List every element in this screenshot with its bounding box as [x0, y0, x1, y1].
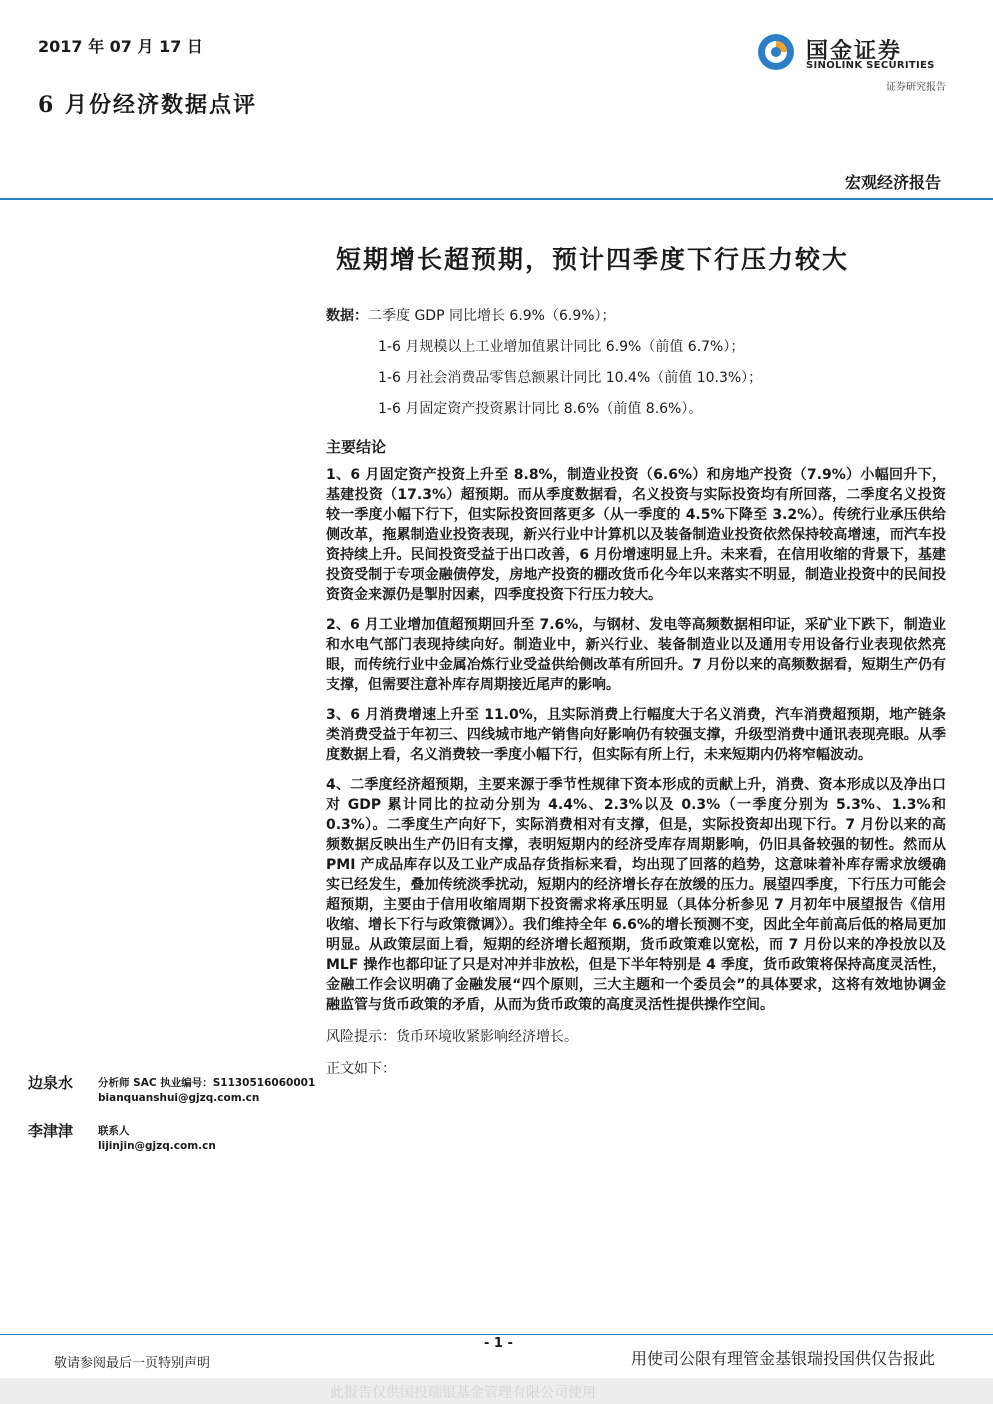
watermark-text: 此报告仅供国投瑞银基金管理有限公司使用	[330, 1385, 596, 1401]
main-content	[326, 306, 946, 1079]
risk-note: 风险提示：货币环境收紧影响经济增长。	[326, 1029, 578, 1045]
logo-name-cn: 国金证券	[806, 39, 903, 64]
conclusion-paragraph-4: 4、二季度经济超预期，主要来源于季节性规律下资本形成的贡献上升，消费、资本形成以及净出口对 GDP 累计同比的拉动分别为 4.4%、2.3%以及 0.3%（一季度分别为 5.3%、1.3%和 0.3%）。二季度生产向好下，实际消费相对有支撑，但是，实际投资却出现下行。7 月份以来的高频数据反映出生产仍旧有支撑，表明短期内的经济受库存周期影响，仍旧具备较强的韧性。然而从 PMI 产成品库存以及工业产成品存货指标来看，均出现了回落的趋势，这意味着补库存需求放缓确实已经发生，叠加传统淡季扰动，短期内的经济增长存在放缓的压力。展望四季度，下行压力可能会超预期，主要由于信用收缩周期下投资需求将承压明显（具体分析参见 7 月初年中展望报告《信用收缩、增长下行与政策微调》）。我们维持全年 6.6%的增长预测不变，因此全年前高后低的格局更加明显。从政策层面上看，短期的经济增长超预期，货币政策难以宽松，而 7 月份以来的净投放以及 MLF 操作也都印证了只是对冲并非放松，但是下半年特别是 4 季度，货币政策将保持高度灵活性，金融工作会议明确了金融发展“四个原则，三大主题和一个委员会”的具体要求，这将有效地协调金融监管与货币政策的矛盾，从而为货币政策的高度灵活性提供操作空间。	[326, 777, 946, 1013]
logo-name-en: SINOLINK SECURITIES	[806, 60, 935, 71]
report-title: 6 月份经济数据点评	[38, 92, 257, 118]
analyst-role: 联系人	[98, 1125, 130, 1137]
footer-divider	[0, 1334, 993, 1335]
analyst-name: 边泉水	[28, 1074, 74, 1092]
analyst-name: 李津津	[28, 1122, 74, 1140]
conclusion-paragraph-1: 1、6 月固定资产投资上升至 8.8%，制造业投资（6.6%）和房地产投资（7.9%）小幅回升下，基建投资（17.3%）超预期。而从季度数据看，名义投资与实际投资均有所回落，二季度名义投资较一季度小幅下行下，但实际投资回落更多（从一季度的 4.5%下降至 3.2%）。传统行业承压供给侧改革，拖累制造业投资表现，新兴行业中计算机以及装备制造业投资依然保持较高增速，而汽车投资持续上升。民间投资受益于出口改善，6 月份增速明显上升。未来看，在信用收缩的背景下，基建投资受制于专项金融债停发，房地产投资的棚改货币化今年以来落实不明显，制造业投资中的民间投资资金来源仍是掣肘因素，四季度投资下行压力较大。	[326, 467, 946, 603]
analyst-email[interactable]: bianquanshui@gjzq.com.cn	[98, 1092, 260, 1104]
data-line-industry: 1-6 月规模以上工业增加值累计同比 6.9%（前值 6.7%）；	[378, 339, 745, 355]
headline: 短期增长超预期，预计四季度下行压力较大	[336, 245, 850, 274]
footer-disclaimer: 敬请参阅最后一页特别声明	[54, 1356, 211, 1371]
data-label: 数据：	[326, 308, 368, 324]
analyst-info	[98, 1124, 216, 1154]
report-date: 2017 年 07 月 17 日	[38, 37, 203, 56]
analyst-cert: 分析师 SAC 执业编号：S1130516060001	[98, 1077, 316, 1089]
report-category: 宏观经济报告	[844, 173, 941, 192]
conclusion-paragraph-2: 2、6 月工业增加值超预期回升至 7.6%，与钢材、发电等高频数据相印证，采矿业下跌下，制造业和水电气部门表现持续向好。制造业中，新兴行业、装备制造业以及通用专用设备行业表现依然亮眼，而传统行业中金属冶炼行业受益供给侧改革有所回升。7 月份以来的高频数据看，短期生产仍有支撑，但需要注意补库存周期接近尾声的影响。	[326, 617, 946, 693]
conclusions-heading: 主要结论	[326, 438, 387, 456]
page-number: - 1 -	[484, 1336, 513, 1351]
data-line-gdp	[326, 306, 946, 327]
company-logo	[756, 32, 946, 92]
logo-subtitle: 证券研究报告	[886, 82, 946, 93]
data-line-retail: 1-6 月社会消费品零售总额累计同比 10.4%（前值 10.3%）；	[378, 370, 763, 386]
sinolink-logo-icon	[756, 32, 796, 72]
footer-usage-note: 用使司公限有理管金基银瑞投国供仅告报此	[630, 1349, 935, 1368]
body-intro: 正文如下：	[326, 1061, 396, 1077]
analyst-email[interactable]: lijinjin@gjzq.com.cn	[98, 1140, 216, 1152]
conclusion-paragraph-3: 3、6 月消费增速上升至 11.0%，且实际消费上行幅度大于名义消费，汽车消费超预期，地产链条类消费受益于年初三、四线城市地产销售向好影响仍有较强支撑，升级型消费中通讯表现亮眼。从季度数据上看，名义消费较一季度小幅下行，但实际有所上行，未来短期内仍将窄幅波动。	[326, 707, 946, 763]
header-divider	[0, 198, 993, 200]
analyst-info	[98, 1076, 315, 1106]
data-line-investment: 1-6 月固定资产投资累计同比 8.6%（前值 8.6%）。	[378, 401, 703, 417]
data-value-gdp: 二季度 GDP 同比增长 6.9%（6.9%）；	[368, 308, 616, 324]
